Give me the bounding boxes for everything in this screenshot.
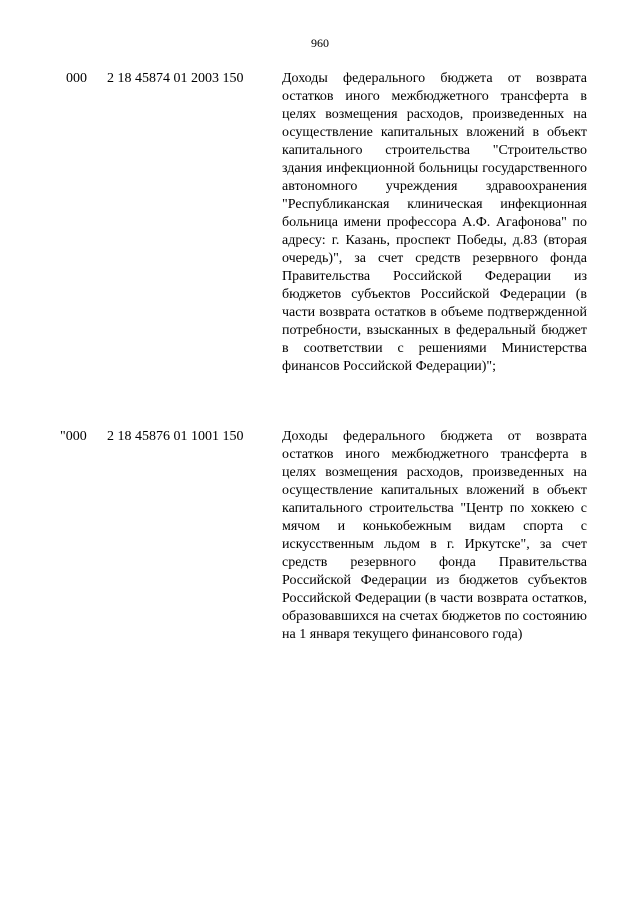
admin-code: 000: [66, 71, 87, 86]
revenue-description: Доходы федерального бюджета от возврата остатков иного межбюджетного трансферта в целях возмещения расходов, произведенных на осуществление капитальных вложений в объект капитального строительства "Строительство здания инфекционной больницы государственного автономного учреждения здравоохранения "Республиканская клиническая инфекционная больница имени профессора А.Ф. Агафонова" по адресу: г. Казань, проспект Победы, д.83 (вторая очередь)", за счет средств резервного фонда Правительства Российской Федерации из бюджетов субъектов Российской Федерации (в части возврата остатков в объеме подтвержденной потребности, взысканных в федеральный бюджет в соответствии с решениями Министерства финансов Российской Федерации)";: [282, 71, 587, 374]
page-number: 960: [311, 36, 329, 50]
budget-classification-code: 2 18 45874 01 2003 150: [107, 71, 244, 86]
budget-classification-code: 2 18 45876 01 1001 150: [107, 429, 244, 444]
revenue-description: Доходы федерального бюджета от возврата остатков иного межбюджетного трансферта в целях возмещения расходов, произведенных на осуществление капитальных вложений в объект капитального строительства "Центр по хоккею с мячом и конькобежным видам спорта с искусственным льдом в г. Иркутске", за счет средств резервного фонда Правительства Российской Федерации из бюджетов субъектов Российской Федерации (в части возврата остатков, образовавшихся на счетах бюджетов по состоянию на 1 января текущего финансового года): [282, 429, 587, 642]
admin-code: "000: [60, 429, 87, 444]
